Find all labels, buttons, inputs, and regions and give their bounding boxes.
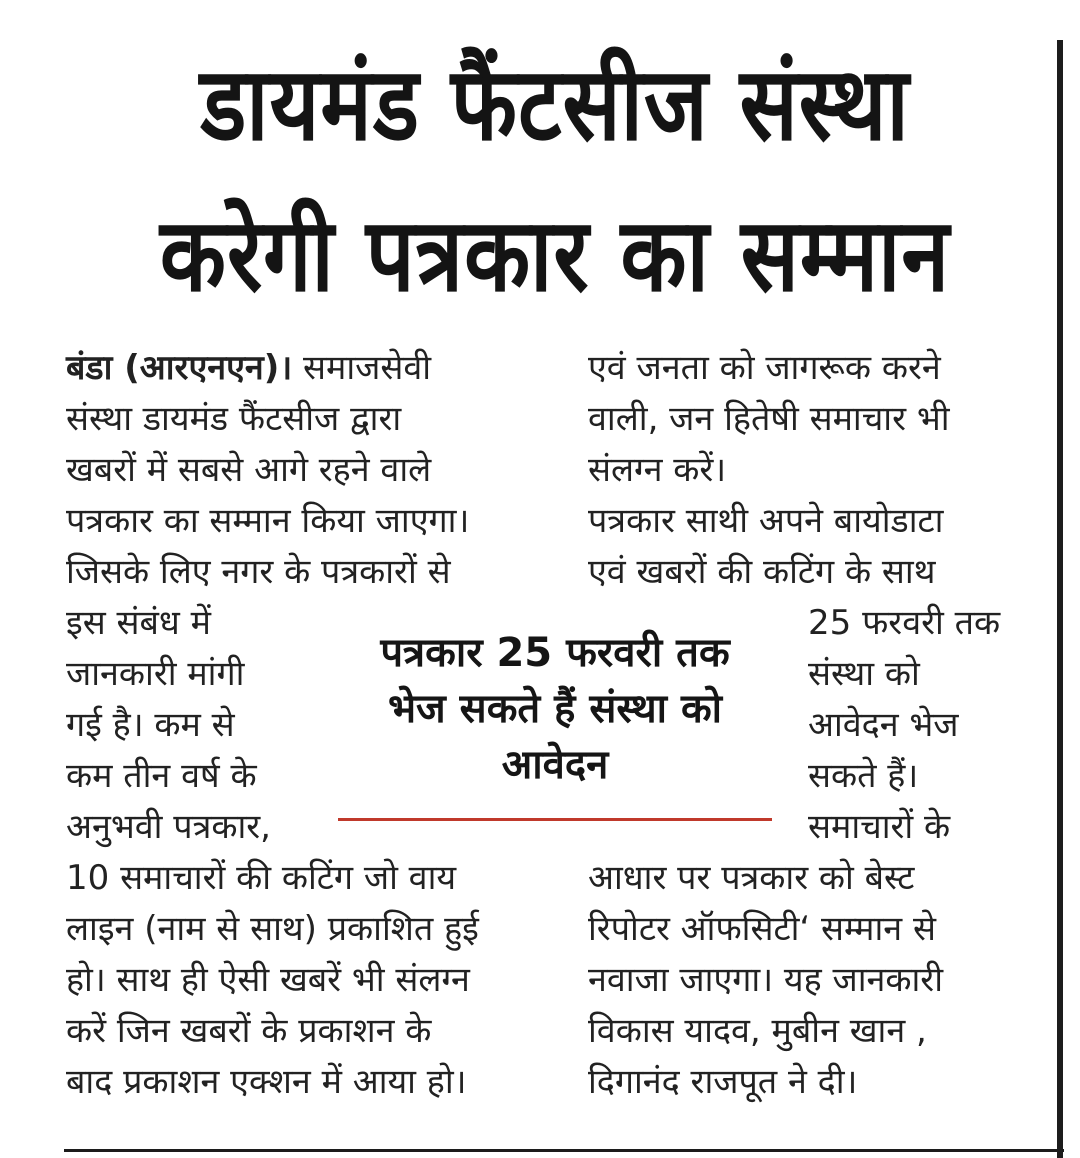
dateline: बंडा (आरएनएन)।: [66, 348, 293, 388]
pull-quote: [335, 625, 775, 793]
body-text: समाजसेवी: [292, 348, 432, 388]
body-line: संस्था डायमंड फैंटसीज द्वारा: [66, 399, 402, 439]
body-line: आवेदन भेज: [808, 705, 959, 745]
body-column-left-bottom: [66, 853, 479, 1108]
body-line: अनुभवी पत्रकार,: [66, 807, 271, 847]
body-line: हो। साथ ही ऐसी खबरें भी संलग्न: [66, 960, 470, 1000]
body-column-right-top: [588, 343, 950, 598]
body-line: 10 समाचारों की कटिंग जो वाय: [66, 858, 457, 898]
body-line: इस संबंध में: [66, 603, 211, 643]
body-line: विकास यादव, मुबीन खान ,: [588, 1011, 927, 1051]
body-line: कम तीन वर्ष के: [66, 756, 257, 796]
body-line: एवं जनता को जागरूक करने: [588, 348, 941, 388]
body-line: बाद प्रकाशन एक्शन में आया हो।: [66, 1062, 467, 1102]
headline-line-2: करेगी पत्रकार का सम्मान: [159, 197, 951, 315]
body-line: दिगानंद राजपूत ने दी।: [588, 1062, 858, 1102]
body-line: संलग्न करें।: [588, 450, 727, 490]
body-line: लाइन (नाम से साथ) प्रकाशित हुई: [66, 909, 479, 949]
frame-border-right: [1057, 40, 1063, 1158]
body-column-right-mid: [808, 598, 1000, 853]
frame-border-bottom: [64, 1149, 1064, 1152]
body-line: जिसके लिए नगर के पत्रकारों से: [66, 552, 451, 592]
body-line: वाली, जन हितेषी समाचार भी: [588, 399, 950, 439]
body-line: जानकारी मांगी: [66, 654, 245, 694]
body-line: सकते हैं।: [808, 756, 919, 796]
body-column-left-mid: [66, 598, 271, 853]
body-line: 25 फरवरी तक: [808, 603, 1001, 643]
body-line: खबरों में सबसे आगे रहने वाले: [66, 450, 432, 490]
body-line: करें जिन खबरों के प्रकाशन के: [66, 1011, 432, 1051]
body-line: एवं खबरों की कटिंग के साथ: [588, 552, 936, 592]
body-column-right-bottom: [588, 853, 943, 1108]
body-line: पत्रकार का सम्मान किया जाएगा।: [66, 501, 470, 541]
body-line: रिपोटर ऑफसिटी‘ सम्मान से: [588, 909, 936, 949]
pull-quote-line: पत्रकार 25 फरवरी तक: [380, 630, 730, 676]
headline-line-1: डायमंड फैंटसीज संस्था: [200, 46, 910, 165]
body-line: पत्रकार साथी अपने बायोडाटा: [588, 501, 944, 541]
body-line: संस्था को: [808, 654, 920, 694]
body-line: गई है। कम से: [66, 705, 235, 745]
body-column-left-top: [66, 343, 469, 598]
body-line: आधार पर पत्रकार को बेस्ट: [588, 858, 915, 898]
body-line: नवाजा जाएगा। यह जानकारी: [588, 960, 944, 1000]
pull-quote-rule: [338, 818, 772, 821]
pull-quote-line: भेज सकते हैं संस्था को: [387, 686, 723, 732]
body-line: समाचारों के: [808, 807, 951, 847]
body-line: [66, 343, 469, 394]
pull-quote-line: आवेदन: [501, 742, 609, 788]
